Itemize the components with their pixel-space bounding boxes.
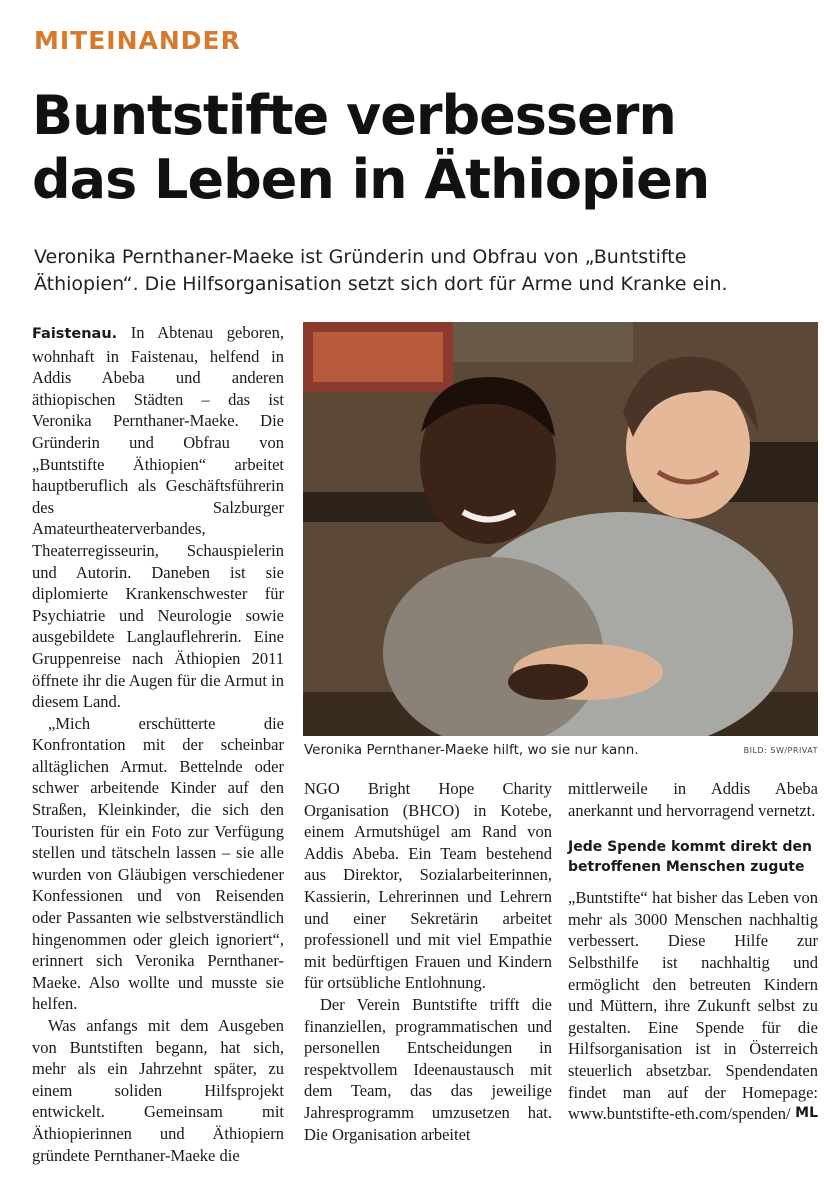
lead-paragraph	[34, 244, 804, 298]
headline-line-1: Buntstifte verbessern	[32, 84, 676, 147]
article-column-3	[568, 778, 818, 1125]
article-paragraph-3-start: Was anfangs mit dem Ausgeben von Buntstiften begann, hat sich, mehr als ein Jahrzehnt später, zu einem soliden Hilfsprojekt entwickelt. Gemeinsam mit Äthiopierinnen und Äthiopiern gründete Pernthaner-Maeke die	[32, 1016, 284, 1165]
article-paragraph-4-end: mittlerweile in Addis Abeba anerkannt und hervorragend vernetzt.	[568, 779, 818, 820]
article-paragraph-4-start: Der Verein Buntstifte trifft die finanziellen, programmatischen und personellen Entscheidungen in respektvollem Ideenaustausch mit dem Team, das das jeweilige Jahresprogramm umzusetzen hat. Die Organisation arbeitet	[304, 994, 552, 1144]
lead-line-1: Veronika Pernthaner-Maeke ist Gründerin und Obfrau von „Buntstifte	[34, 246, 687, 268]
caption-text: Veronika Pernthaner-Maeke hilft, wo sie nur kann.	[304, 742, 639, 758]
article-column-2	[304, 778, 552, 1145]
headline-line-2: das Leben in Äthiopien	[32, 148, 710, 211]
article-subhead: Jede Spende kommt direkt den betroffenen Menschen zugute	[568, 839, 812, 876]
photo-credit: BILD: SW/PRIVAT	[743, 746, 818, 755]
article-photo	[303, 322, 818, 736]
paragraph-1-text: In Abtenau geboren, wohnhaft in Faistenau, helfend in Addis Abeba und anderen äthiopischen Städten – das ist Veronika Pernthaner-Maeke. Die Gründerin und Obfrau von „Buntstifte Äthiopien“ arbeitet hauptberuflich als Geschäftsführerin des Salzburger Amateurtheaterverbandes, Theaterregisseurin, Schauspielerin und Autorin. Daneben ist sie diplomierte Krankenschwester für Psychiatrie und Neurologie sowie ausgebildete Langlauflehrerin. Eine Gruppenreise nach Äthiopien 2011 öffnete ihr die Augen für die Armut in diesem Land.	[32, 323, 285, 712]
section-kicker: MITEINANDER	[34, 26, 241, 55]
article-paragraph-5	[568, 887, 818, 1125]
article-paragraph-1	[32, 322, 284, 713]
paragraph-5-text: „Buntstifte“ hat bisher das Leben von mehr als 3000 Menschen nachhaltig verbessert. Diese Hilfe zur Selbsthilfe ist nachhaltig und ermöglicht den betreuten Kindern und Müttern, ihre Zukunft selbst zu gestalten. Eine Spende für die Hilfsorganisation ist in Österreich steuerlich absetzbar. Spendendaten findet man auf der Homepage: www.buntstifte-eth.com/spenden/	[568, 888, 818, 1124]
lead-line-2: Äthiopien“. Die Hilfsorganisation setzt sich dort für Arme und Kranke ein.	[34, 273, 728, 295]
article-paragraph-2: „Mich erschütterte die Konfrontation mit der scheinbar alltäglichen Armut. Bettelnde oder schwer arbeitende Kinder auf den Straßen, Kleinkinder, die sich den Touristen für ein Foto zur Verfügung stellen und tätscheln lassen – sie alle wurden von Gläubigen verschiedener Konfessionen und von Reisenden oder Passanten wie selbstverständlich hingenommen oder gleich ignoriert“, erinnert sich Veronika Pernthaner-Maeke. Also wollte und musste sie helfen.	[32, 713, 284, 1014]
photo-caption	[304, 742, 818, 758]
headline	[32, 84, 802, 212]
author-initials: ML	[795, 1105, 818, 1122]
photo-illustration	[303, 322, 818, 736]
dateline: Faistenau.	[32, 326, 118, 342]
article-column-1	[32, 322, 284, 1166]
article-paragraph-3-end: NGO Bright Hope Charity Organisation (BHCO) in Kotebe, einem Armutshügel am Rand von Addis Abeba. Ein Team bestehend aus Direktor, Sozialarbeiterinnen, Kassierin, Lehrerinnen und Lehrern und einer Sekretärin arbeitet professionell und mit viel Empathie mit bedürftigen Frauen und Kindern für ortsübliche Entlohnung.	[304, 779, 552, 993]
